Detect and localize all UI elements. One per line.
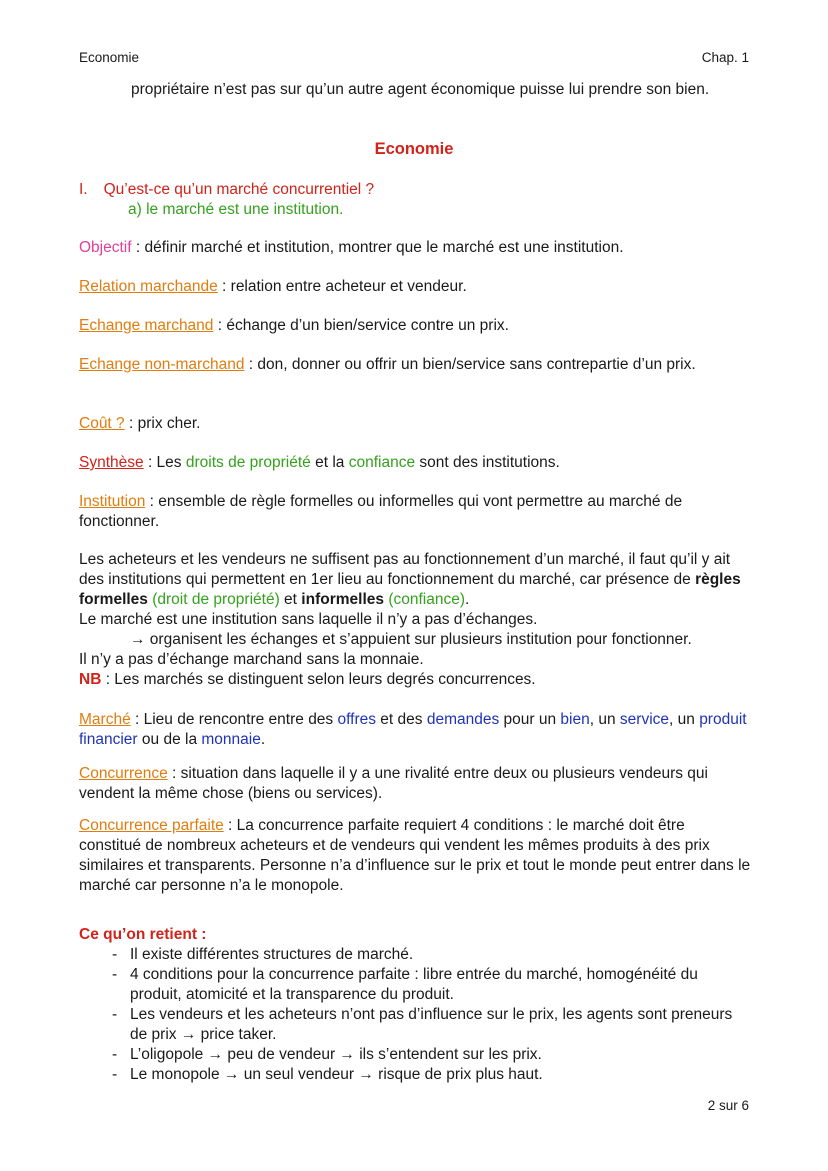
body-line-4: Il n’y a pas d’échange marchand sans la monnaie.	[79, 651, 424, 668]
retient-list-container	[79, 945, 751, 1085]
body-text: Les acheteurs et les vendeurs ne suffisent pas au fonctionnement d’un marché, il faut qu’il y ait des institutions qui permettent en 1er lieu au fonctionnement du marché, car présence de	[79, 551, 731, 588]
cout-term: Coût ?	[79, 415, 125, 432]
objectif-paragraph	[79, 238, 751, 258]
concurrence-paragraph	[79, 764, 751, 804]
relation-paragraph	[79, 277, 751, 297]
retient-list	[79, 945, 751, 1085]
relation-term: Relation marchande	[79, 278, 218, 295]
marche-monnaie: monnaie	[201, 731, 261, 748]
body-end: .	[465, 591, 470, 608]
marche-bien: bien	[560, 711, 590, 728]
section-number: I.	[79, 181, 88, 198]
page-title: Economie	[374, 140, 454, 158]
retient-heading	[79, 925, 751, 945]
synthese-paragraph	[79, 453, 751, 473]
echange-non-paragraph	[79, 355, 751, 375]
marche-demandes: demandes	[426, 711, 500, 728]
body-formal-rules: règles formelles	[79, 571, 741, 608]
marche-offres: offres	[337, 711, 376, 728]
relation-text: : relation entre acheteur et vendeur.	[217, 278, 467, 295]
list-item: - 4 conditions pour la concurrence parfaite : libre entrée du marché, homogénéité du produit, atomicité et la transparence du produit.	[79, 965, 751, 1005]
echange-non-term: Echange non-marchand	[79, 356, 245, 373]
institution-text: : ensemble de règle formelles ou informelles qui vont permettre au marché de fonctionner.	[79, 493, 683, 530]
body-informal-example: (confiance)	[388, 591, 465, 608]
concurrence-text: : situation dans laquelle il y a une rivalité entre deux ou plusieurs vendeurs qui vendent la même chose (biens ou services).	[79, 765, 708, 802]
page-number: 2 sur 6	[707, 1098, 749, 1113]
section-heading	[79, 180, 751, 200]
intro-paragraph: propriétaire n’est pas sur qu’un autre agent économique puisse lui prendre son bien.	[131, 81, 710, 98]
synthese-text-2: et la	[310, 454, 349, 471]
list-item: - Il existe différentes structures de marché.	[79, 945, 751, 965]
body-informal-rules: informelles	[301, 591, 384, 608]
body-line-3: → organisent les échanges et s’appuient sur plusieurs institution pour fonctionner.	[130, 631, 692, 648]
body-paragraph	[79, 550, 751, 690]
marche-text-3: pour un	[499, 711, 561, 728]
concurrence-parfaite-text: : La concurrence parfaite requiert 4 conditions : le marché doit être constitué de nombreux acheteurs et de vendeurs qui vendent les mêmes produits à des prix similaires et transparents. Personne n’a d’influence sur le prix et tout le monde peut entrer dans le marché car personne n’a le monopole.	[79, 817, 751, 894]
marche-text-7: .	[260, 731, 266, 748]
echange-non-text: : don, donner ou offrir un bien/service sans contrepartie d’un prix.	[244, 356, 696, 373]
concurrence-parfaite-paragraph	[79, 816, 751, 896]
nb-text: : Les marchés se distinguent selon leurs degrés concurrences.	[101, 671, 536, 688]
marche-paragraph	[79, 710, 751, 750]
retient-title: Ce qu’on retient	[79, 926, 197, 943]
section-title: Qu’est-ce qu’un marché concurrentiel ?	[103, 181, 375, 198]
echange-text: : échange d’un bien/service contre un prix.	[213, 317, 509, 334]
echange-term: Echange marchand	[79, 317, 214, 334]
concurrence-term: Concurrence	[79, 765, 168, 782]
objectif-term: Objectif	[79, 239, 132, 256]
body-line-2: Le marché est une institution sans laquelle il n’y a pas d’échanges.	[79, 611, 538, 628]
marche-term: Marché	[79, 711, 131, 728]
synthese-confiance: confiance	[348, 454, 416, 471]
echange-paragraph	[79, 316, 751, 336]
marche-text-1: : Lieu de rencontre entre des	[130, 711, 338, 728]
retient-colon: :	[196, 926, 207, 943]
objectif-text: : définir marché et institution, montrer que le marché est une institution.	[131, 239, 624, 256]
nb-label: NB	[79, 671, 102, 688]
marche-text-4: , un	[589, 711, 620, 728]
subsection-heading: a) le marché est une institution.	[128, 201, 344, 218]
institution-paragraph	[79, 492, 751, 532]
synthese-text-3: sont des institutions.	[415, 454, 560, 471]
list-item: - Les vendeurs et les acheteurs n’ont pas d’influence sur le prix, les agents sont preneurs de prix → price taker.	[79, 1005, 751, 1045]
concurrence-parfaite-term: Concurrence parfaite	[79, 817, 224, 834]
cout-paragraph	[79, 414, 751, 434]
cout-text: : prix cher.	[124, 415, 201, 432]
list-item: - L’oligopole → peu de vendeur → ils s’entendent sur les prix.	[79, 1045, 751, 1065]
synthese-text-1: : Les	[143, 454, 186, 471]
marche-text-2: et des	[376, 711, 427, 728]
marche-produit-financier: produit financier	[79, 711, 747, 748]
header-right: Chap. 1	[701, 50, 749, 65]
body-and: et	[279, 591, 302, 608]
body-formal-example: (droit de propriété)	[152, 591, 280, 608]
synthese-droits: droits de propriété	[185, 454, 311, 471]
synthese-term: Synthèse	[79, 454, 144, 471]
header-left: Economie	[79, 50, 140, 65]
marche-service: service	[619, 711, 670, 728]
list-item: - Le monopole → un seul vendeur → risque de prix plus haut.	[79, 1065, 751, 1085]
institution-term: Institution	[79, 493, 146, 510]
marche-text-5: , un	[669, 711, 700, 728]
marche-text-6: ou de la	[137, 731, 202, 748]
